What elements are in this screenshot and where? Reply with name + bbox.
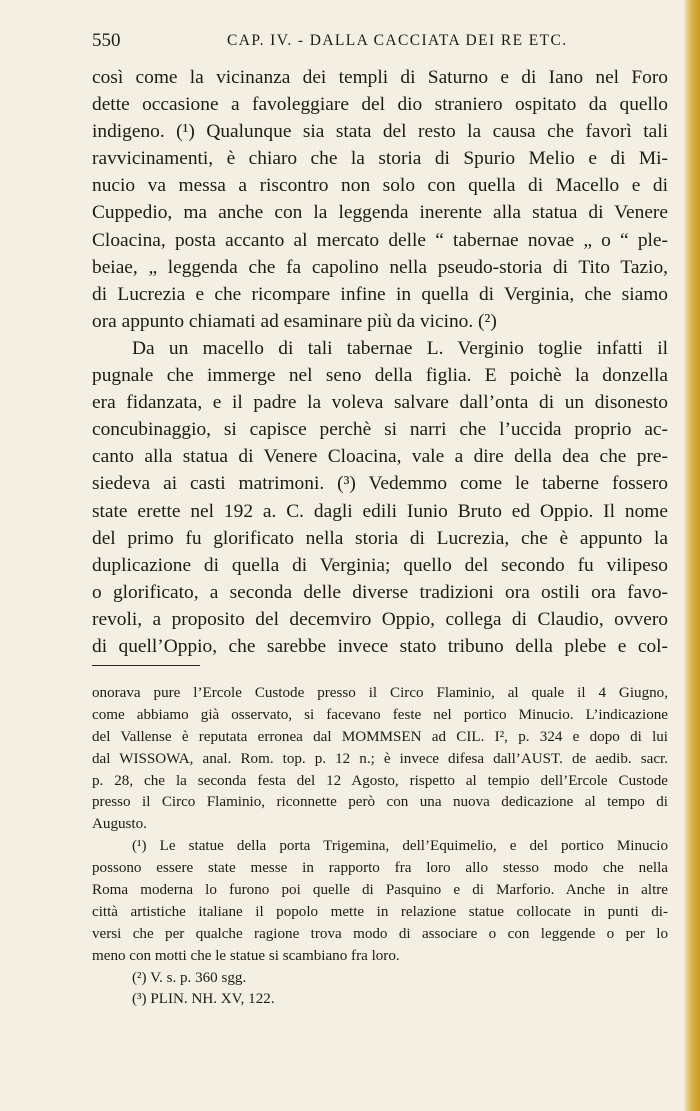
footnote-rule (92, 665, 200, 666)
body-line: concubinaggio, si capisce perchè si narri che l’uccida proprio ac- (92, 419, 668, 441)
footnote-line: (¹) Le statue della porta Trigemina, dell’Equimelio, e del portico Minucio (132, 838, 668, 855)
body-line: di quell’Oppio, che sarebbe invece stato tribuno della plebe e col- (92, 635, 668, 657)
page-edge-shadow (684, 0, 700, 1111)
footnote-line: versi che per qualche ragione trova modo di associare o con leggende o per lo (92, 925, 668, 942)
body-line: dette occasione a favoleggiare del dio straniero ospitato da quello (92, 94, 668, 116)
footnote-line: presso il Circo Flaminio, riconnette però con una nuova dedicazione al tempo di (92, 794, 668, 811)
body-line: nucio va messa a riscontro non solo con quella di Macello e di (92, 175, 668, 197)
footnote-line: possono essere state messe in rapporto fra loro allo stesso modo che nella (92, 860, 668, 877)
main-text (92, 64, 668, 660)
body-line: era fidanzata, e il padre la voleva salvare dall’onta di un disonesto (92, 392, 668, 414)
body-line: beiae, „ leggenda che fa capolino nella pseudo-storia di Tito Tazio, (92, 256, 668, 278)
footnote-line: meno con motti che le statue si scambiano fra loro. (92, 947, 400, 964)
footnote-line: del Vallense è reputata erronea dal MOMMSEN ad CIL. I², p. 324 e dopo di lui (92, 728, 668, 745)
body-line: revoli, a proposito del decemviro Oppio, collega di Claudio, ovvero (92, 608, 668, 630)
body-line: del primo fu glorificato nella storia di Lucrezia, che è appunto la (92, 527, 668, 549)
body-line: indigeno. (¹) Qualunque sia stata del resto la causa che favorì tali (92, 121, 668, 143)
footnote-line: (²) V. s. p. 360 sgg. (132, 969, 247, 986)
body-line: Cuppedio, ma anche con la leggenda inerente alla statua di Venere (92, 202, 668, 224)
body-line: di Lucrezia e che ricompare infine in quella di Verginia, che siamo (92, 283, 668, 305)
body-line: pugnale che immerge nel seno della figlia. E poichè la donzella (92, 365, 668, 387)
footnote-line: come abbiamo già osservato, si facevano feste nel portico Minucio. L’indicazione (92, 706, 668, 723)
footnote-line: p. 28, che la seconda festa del 12 Agosto, rispetto al tempio dell’Ercole Custode (92, 772, 668, 789)
body-line: Da un macello di tali tabernae L. Verginio toglie infatti il (132, 337, 668, 359)
body-line: canto alla statua di Venere Cloacina, vale a dire della dea che pre- (92, 446, 668, 468)
body-line: o glorificato, a seconda delle diverse tradizioni ora ostili ora favo- (92, 581, 668, 603)
page-header (92, 30, 667, 54)
body-line: così come la vicinanza dei templi di Saturno e di Iano nel Foro (92, 67, 668, 88)
body-line: state erette nel 192 a. C. dagli edili Iunio Bruto ed Oppio. Il nome (92, 500, 668, 522)
footnote-line: onorava pure l’Ercole Custode presso il Circo Flaminio, al quale il 4 Giugno, (92, 685, 668, 701)
footnote-line: Roma moderna lo furono poi quelle di Pasquino e di Marforio. Anche in altre (92, 882, 668, 899)
running-head: CAP. IV. - DALLA CACCIATA DEI RE ETC. (227, 32, 568, 49)
footnote-line: Augusto. (92, 816, 147, 833)
body-line: siedeva ai casti matrimoni. (³) Vedemmo come le taberne fossero (92, 473, 668, 495)
page-number: 550 (92, 30, 121, 51)
footnotes (92, 683, 668, 1011)
body-line: duplicazione di quella di Verginia; quello del secondo fu vilipeso (92, 554, 668, 576)
footnote-line: dal WISSOWA, anal. Rom. top. p. 12 n.; è invece difesa dall’AUST. de aedib. sacr. (92, 750, 668, 767)
body-line: ravvicinamenti, è chiaro che la storia di Spurio Melio e di Mi- (92, 148, 668, 170)
footnote-line: città artistiche italiane il popolo mette in relazione statue collocate in punti di- (92, 903, 668, 920)
footnote-line: (³) PLIN. NH. XV, 122. (132, 991, 275, 1008)
body-line: ora appunto chiamati ad esaminare più da vicino. (²) (92, 310, 497, 332)
body-line: Cloacina, posta accanto al mercato delle “ tabernae novae „ o “ ple- (92, 229, 668, 251)
